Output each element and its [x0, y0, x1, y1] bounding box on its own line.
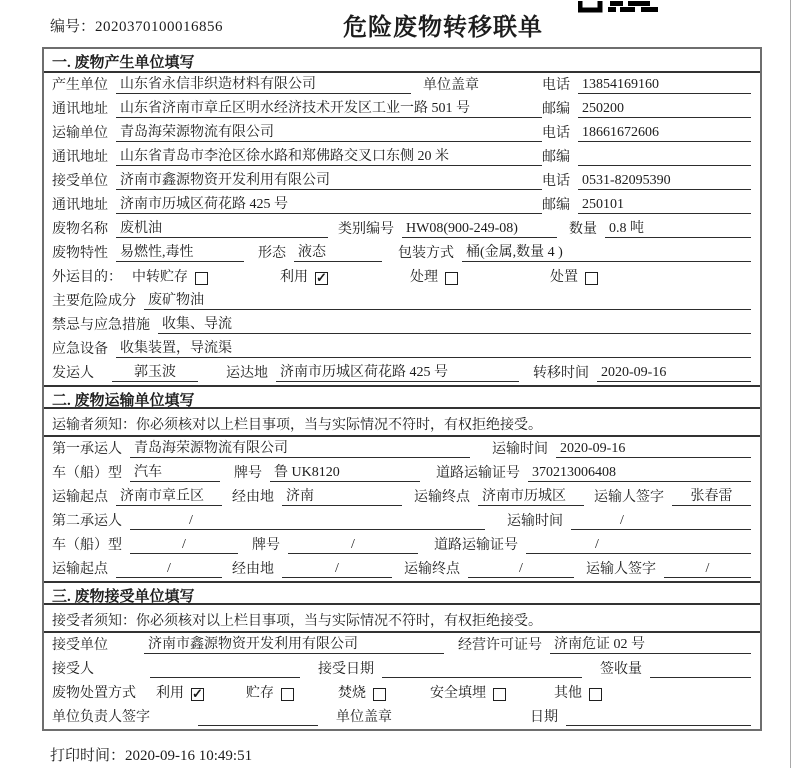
- disposal-label: 废物处置方式: [52, 686, 136, 701]
- hazard-label: 主要危险成分: [52, 294, 136, 309]
- checkbox-label: 安全填埋: [430, 686, 486, 701]
- purpose-label: 外运目的：: [52, 270, 122, 285]
- checkbox-label: 其他: [554, 686, 582, 701]
- section3-heading: 三. 废物接受单位填写: [44, 581, 760, 605]
- row-equipment: [44, 337, 760, 361]
- disposal-option-other: [554, 682, 602, 702]
- producer-value: 山东省永信非织造材料有限公司: [116, 73, 411, 94]
- producer-address-value: 山东省济南市章丘区明水经济技术开发区工业一路 501 号: [116, 97, 542, 118]
- date-value: [566, 709, 751, 726]
- waste-props-value: 易燃性,毒性: [116, 241, 244, 262]
- category-label: 类别编号: [338, 222, 394, 237]
- row-dispatch: [44, 361, 760, 385]
- permit-value: 370213006408: [528, 465, 751, 482]
- row-disposal: [44, 681, 760, 705]
- responsible-sign-value: [198, 709, 318, 726]
- section1-heading: 一. 废物产生单位填写: [44, 49, 760, 73]
- row-signoff: [44, 705, 760, 729]
- accept-unit-value: 济南市鑫源物资开发利用有限公司: [144, 633, 444, 654]
- responsible-sign-label: 单位负责人签字: [52, 710, 150, 725]
- page-edge-divider: [790, 0, 791, 768]
- address-label: 通讯地址: [52, 102, 108, 117]
- section2-notice: 运输者须知：你必须核对以上栏目事项，当与实际情况不符时，有权拒绝接受。: [44, 409, 760, 437]
- section3-notice: 接受者须知：你必须核对以上栏目事项，当与实际情况不符时，有权拒绝接受。: [44, 605, 760, 633]
- quantity-label: 数量: [569, 222, 597, 237]
- transfer-time-label: 转移时间: [533, 366, 589, 381]
- origin-label: 运输起点: [52, 562, 108, 577]
- transporter-value: 青岛海荣源物流有限公司: [116, 121, 542, 142]
- waste-name-value: 废机油: [116, 217, 328, 238]
- vehicle-type-label: 车（船）型: [52, 466, 122, 481]
- permit-label: 道路运输证号: [436, 466, 520, 481]
- serial-value: 2020370100016856: [95, 19, 224, 35]
- hazard-value: 废矿物油: [144, 289, 751, 310]
- row-emergency: [44, 313, 760, 337]
- plate-label: 牌号: [252, 538, 280, 553]
- destination-label: 运达地: [226, 366, 268, 381]
- vehicle-type-value: 汽车: [130, 461, 220, 482]
- accept-unit-label: 接受单位: [52, 638, 108, 653]
- checkbox-icon: [195, 272, 208, 285]
- carrier-sign-label: 运输人签字: [586, 562, 656, 577]
- producer-zip-value: 250200: [578, 101, 751, 118]
- endpoint-label: 运输终点: [404, 562, 460, 577]
- checkbox-icon: [493, 688, 506, 701]
- endpoint-value: 济南市历城区: [478, 485, 584, 506]
- row-producer: [44, 73, 760, 97]
- quantity-value: 0.8 吨: [605, 217, 751, 238]
- row-carrier2: [44, 509, 760, 533]
- form-label: 形态: [258, 246, 286, 261]
- checkbox-label: 处理: [410, 270, 438, 285]
- row-transporter-address: [44, 145, 760, 169]
- endpoint-label: 运输终点: [414, 490, 470, 505]
- row-receiver: [44, 169, 760, 193]
- transport-time-value: /: [571, 513, 751, 530]
- carrier-sign-value: 张春雷: [672, 485, 751, 506]
- row-carrier1: [44, 437, 760, 461]
- disposal-option-use: [156, 682, 204, 702]
- received-amount-value: [650, 661, 751, 678]
- carrier1-value: 青岛海荣源物流有限公司: [130, 437, 470, 458]
- license-label: 经营许可证号: [458, 638, 542, 653]
- phone-label: 电话: [542, 126, 570, 141]
- phone-label: 电话: [542, 78, 570, 93]
- row-receiver-address: [44, 193, 760, 217]
- checkbox-label: 焚烧: [338, 686, 366, 701]
- transporter-zip-value: [578, 149, 751, 166]
- emergency-label: 禁忌与应急措施: [52, 318, 150, 333]
- receiver-value: 济南市鑫源物资开发利用有限公司: [116, 169, 542, 190]
- purpose-option-transfer: [132, 266, 208, 286]
- origin-value: 济南市章丘区: [116, 485, 222, 506]
- transporter-address-value: 山东省青岛市李沧区徐水路和郑佛路交叉口东侧 20 米: [116, 145, 542, 166]
- receiver-address-value: 济南市历城区荷花路 425 号: [116, 193, 542, 214]
- seal-label: 单位盖章: [423, 78, 479, 93]
- via-value: 济南: [282, 485, 402, 506]
- checkbox-icon: [373, 688, 386, 701]
- transporter-label: 运输单位: [52, 126, 108, 141]
- endpoint-value: /: [468, 561, 574, 578]
- checkbox-icon: [315, 272, 328, 285]
- address-label: 通讯地址: [52, 150, 108, 165]
- disposal-option-store: [246, 682, 294, 702]
- serial-label: 编号：: [50, 19, 96, 35]
- row-vehicle2: [44, 533, 760, 557]
- via-label: 经由地: [232, 562, 274, 577]
- row-accept-unit: [44, 633, 760, 657]
- checkbox-label: 利用: [156, 686, 184, 701]
- checkbox-label: 贮存: [246, 686, 274, 701]
- document-title: 危险废物转移联单: [343, 15, 543, 41]
- receiver-zip-value: 250101: [578, 197, 751, 214]
- row-vehicle1: [44, 461, 760, 485]
- receiver-label: 接受单位: [52, 174, 108, 189]
- transporter-phone-value: 18661672606: [578, 125, 751, 142]
- checkbox-label: 利用: [280, 270, 308, 285]
- date-label: 日期: [530, 710, 558, 725]
- carrier-sign-value: /: [664, 561, 751, 578]
- transfer-time-value: 2020-09-16: [597, 365, 751, 382]
- carrier1-label: 第一承运人: [52, 442, 122, 457]
- received-amount-label: 签收量: [600, 662, 642, 677]
- carrier2-label: 第二承运人: [52, 514, 122, 529]
- row-transporter: [44, 121, 760, 145]
- origin-value: /: [116, 561, 222, 578]
- packaging-value: 桶(金属,数量 4 ): [462, 241, 751, 262]
- dispatcher-label: 发运人: [52, 366, 94, 381]
- packaging-label: 包装方式: [398, 246, 454, 261]
- row-route1: [44, 485, 760, 509]
- row-purpose: [44, 265, 760, 289]
- purpose-option-use: [280, 266, 328, 286]
- carrier-sign-label: 运输人签字: [594, 490, 664, 505]
- phone-label: 电话: [542, 174, 570, 189]
- checkbox-label: 中转贮存: [132, 270, 188, 285]
- vehicle-type-value: /: [130, 537, 238, 554]
- plate-value: 鲁 UK8120: [270, 461, 420, 482]
- purpose-option-dispose: [550, 266, 598, 286]
- form-table: [42, 47, 762, 731]
- plate-label: 牌号: [234, 466, 262, 481]
- print-time-label: 打印时间：: [50, 748, 126, 764]
- disposal-option-landfill: [430, 682, 506, 702]
- row-waste-properties: [44, 241, 760, 265]
- accept-date-value: [382, 661, 582, 678]
- carrier2-value: /: [130, 513, 485, 530]
- row-acceptor: [44, 657, 760, 681]
- producer-phone-value: 13854169160: [578, 77, 751, 94]
- acceptor-value: [150, 661, 300, 678]
- transport-time-label: 运输时间: [492, 442, 548, 457]
- row-producer-address: [44, 97, 760, 121]
- waste-props-label: 废物特性: [52, 246, 108, 261]
- transport-time-value: 2020-09-16: [556, 441, 751, 458]
- producer-label: 产生单位: [52, 78, 108, 93]
- category-value: HW08(900-249-08): [402, 221, 557, 238]
- section2-heading: 二. 废物运输单位填写: [44, 385, 760, 409]
- accept-date-label: 接受日期: [318, 662, 374, 677]
- zip-label: 邮编: [542, 150, 570, 165]
- print-time-value: 2020-09-16 10:49:51: [125, 748, 253, 764]
- permit-value: /: [526, 537, 751, 554]
- print-time: [50, 744, 252, 765]
- checkbox-icon: [281, 688, 294, 701]
- row-route2: [44, 557, 760, 581]
- equipment-value: 收集装置，导流渠: [116, 337, 751, 358]
- waste-name-label: 废物名称: [52, 222, 108, 237]
- license-value: 济南危证 02 号: [550, 633, 751, 654]
- address-label: 通讯地址: [52, 198, 108, 213]
- transport-time-label: 运输时间: [507, 514, 563, 529]
- equipment-label: 应急设备: [52, 342, 108, 357]
- acceptor-label: 接受人: [52, 662, 94, 677]
- emergency-value: 收集、导流: [158, 313, 751, 334]
- form-value: 液态: [294, 241, 382, 262]
- zip-label: 邮编: [542, 198, 570, 213]
- checkbox-icon: [585, 272, 598, 285]
- via-value: /: [282, 561, 392, 578]
- checkbox-label: 处置: [550, 270, 578, 285]
- zip-label: 邮编: [542, 102, 570, 117]
- checkbox-icon: [589, 688, 602, 701]
- disposal-option-incinerate: [338, 682, 386, 702]
- destination-value: 济南市历城区荷花路 425 号: [276, 361, 519, 382]
- row-hazard: [44, 289, 760, 313]
- unit-seal-label: 单位盖章: [336, 710, 392, 725]
- receiver-phone-value: 0531-82095390: [578, 173, 751, 190]
- plate-value: /: [288, 537, 418, 554]
- dispatcher-value: 郭玉波: [112, 361, 198, 382]
- vehicle-type-label: 车（船）型: [52, 538, 122, 553]
- permit-label: 道路运输证号: [434, 538, 518, 553]
- document-header: [0, 0, 796, 47]
- checkbox-icon: [191, 688, 204, 701]
- origin-label: 运输起点: [52, 490, 108, 505]
- checkbox-icon: [445, 272, 458, 285]
- row-waste-name: [44, 217, 760, 241]
- via-label: 经由地: [232, 490, 274, 505]
- purpose-option-treat: [410, 266, 458, 286]
